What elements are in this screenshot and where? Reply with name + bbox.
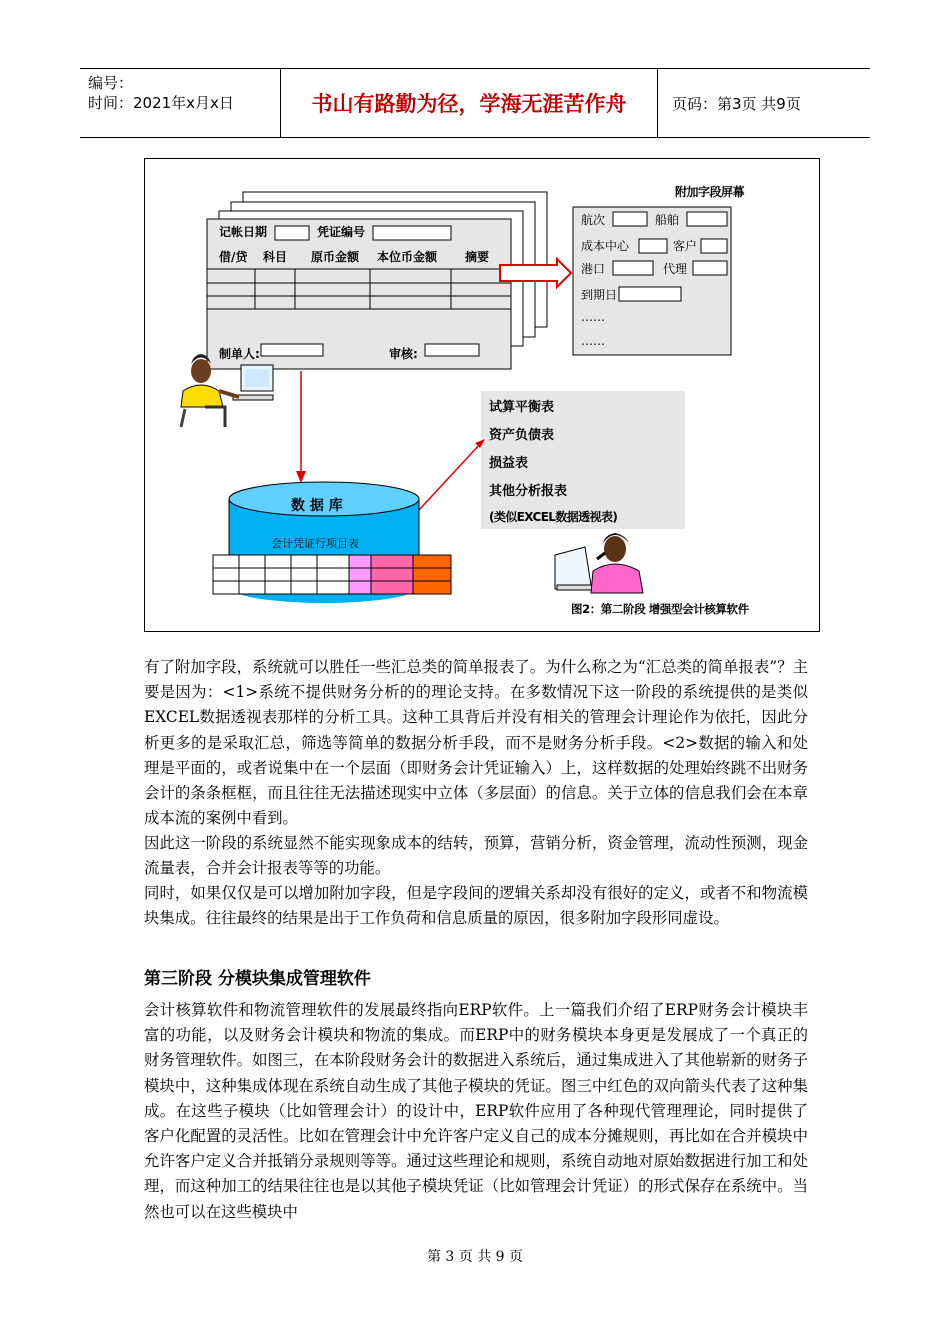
screen-title: 附加字段屏幕 (675, 185, 745, 199)
auditor-label: 审核: (389, 347, 418, 361)
section-paragraph: 会计核算软件和物流管理软件的发展最终指向ERP软件。上一篇我们介绍了ERP财务会计模块丰富的功能，以及财务会计模块和物流的集成。而ERP中的财务模块本身更是发展成了一个真正的财务管理软件。如图三，在本阶段财务会计的数据进入系统后，通过集成进入了其他崭新的财务子模块中，这种集成体现在系统自动生成了其他子模块的凭证。图三中红色的双向箭头代表了这种集成。在这些子模块（比如管理会计）的设计中，ERP软件应用了各种现代管理理论，同时提供了客户化配置的灵活性。比如在管理会计中允许客户定义自己的成本分摊规则，再比如在合并模块中允许客户定义合并抵销分录规则等等。通过这些理论和规则，系统自动地对原始数据进行加工和处理，而这种加工的结果往往也是以其他子模块凭证（比如管理会计凭证）的形式保存在系统中。当然也可以在这些模块中 (144, 1001, 808, 1221)
voucher-date-label: 记帐日期 (219, 225, 268, 239)
col-debit-credit: 借/贷 (219, 250, 248, 264)
more-fields-ellipsis: …… (581, 310, 605, 324)
agent-label: 代理 (663, 262, 688, 276)
voyage-input (613, 212, 647, 226)
ship-input (687, 212, 727, 226)
report-pivot-note: (类似EXCEL数据透视表) (489, 510, 618, 524)
auditor-input (425, 344, 479, 356)
customer-input (701, 239, 727, 253)
extra-fields-panel (573, 207, 731, 355)
report-other-analysis: 其他分析报表 (489, 484, 568, 499)
agent-input (693, 261, 727, 275)
report-trial-balance: 试算平衡表 (489, 400, 555, 415)
port-input (613, 261, 653, 275)
customer-label: 客户 (673, 239, 698, 253)
date-label: 时间：2021年x月x日 (88, 94, 234, 112)
page-header (80, 68, 870, 138)
more-fields-ellipsis: …… (581, 334, 605, 348)
col-local-amount: 本位币金额 (377, 250, 438, 264)
analyst-on-phone-illustration (555, 533, 643, 593)
figure-caption: 图2：第二阶段 增强型会计核算软件 (571, 602, 749, 616)
maker-input (261, 344, 323, 356)
arrow-head (296, 471, 306, 483)
database-subtitle: 会计凭证行项目表 (271, 537, 359, 550)
report-income-statement: 损益表 (489, 456, 529, 471)
col-original-amount: 原币金额 (311, 250, 360, 264)
cost-center-input (639, 239, 667, 253)
port-label: 港口 (581, 262, 606, 276)
voyage-label: 航次 (581, 213, 606, 227)
cost-center-label: 成本中心 (581, 239, 630, 253)
due-date-label: 到期日 (581, 288, 618, 302)
figure-erp-stage2 (144, 158, 820, 632)
number-label: 编号： (88, 74, 134, 92)
report-balance-sheet: 资产负债表 (489, 428, 555, 443)
header-motto: 书山有路勤为径，学海无涯苦作舟 (311, 92, 627, 116)
maker-label: 制单人: (219, 347, 260, 361)
voucher-date-input (275, 226, 309, 240)
section-title: 第三阶段 分模块集成管理软件 (144, 969, 371, 989)
voucher-number-label: 凭证编号 (317, 225, 366, 239)
paragraph-1: 有了附加字段，系统就可以胜任一些汇总类的简单报表了。为什么称之为“汇总类的简单报表”？主要是因为：<1>系统不提供财务分析的的理论支持。在多数情况下这一阶段的系统提供的是类似EXCEL数据透视表那样的分析工具。这种工具背后并没有相关的管理会计理论作为依托，因此分析更多的是采取汇总，筛选等简单的数据分析手段，而不是财务分析手段。<2>数据的输入和处理是平面的，或者说集中在一个层面（即财务会计凭证输入）上，这样数据的处理始终跳不出财务会计的条条框框，而且往往无法描述现实中立体（多层面）的信息。关于立体的信息我们会在本章成本流的案例中看到。 (144, 658, 808, 828)
col-account: 科目 (263, 250, 288, 264)
header-page-info (664, 69, 870, 137)
paragraph-3: 同时，如果仅仅是可以增加附加字段，但是字段间的逻辑关系却没有很好的定义，或者不和物流模块集成。往往最终的结果是出于工作负荷和信息质量的原因，很多附加字段形同虚设。 (144, 884, 808, 928)
ship-label: 船舶 (655, 213, 680, 227)
header-meta (80, 69, 280, 137)
voucher-number-input (373, 226, 451, 240)
paragraph-2: 因此这一阶段的系统显然不能实现象成本的结转，预算，营销分析，资金管理，流动性预测，现金流量表，合并会计报表等等的功能。 (144, 834, 808, 878)
database-title: 数 据 库 (291, 498, 343, 514)
col-description: 摘要 (465, 250, 490, 264)
page-info: 页码：第3页 共9页 (672, 94, 801, 113)
header-divider (657, 69, 658, 137)
ledger-row-cells (213, 555, 451, 594)
due-date-input (619, 287, 681, 301)
page-footer: 第 3 页 共 9 页 (426, 1249, 524, 1265)
